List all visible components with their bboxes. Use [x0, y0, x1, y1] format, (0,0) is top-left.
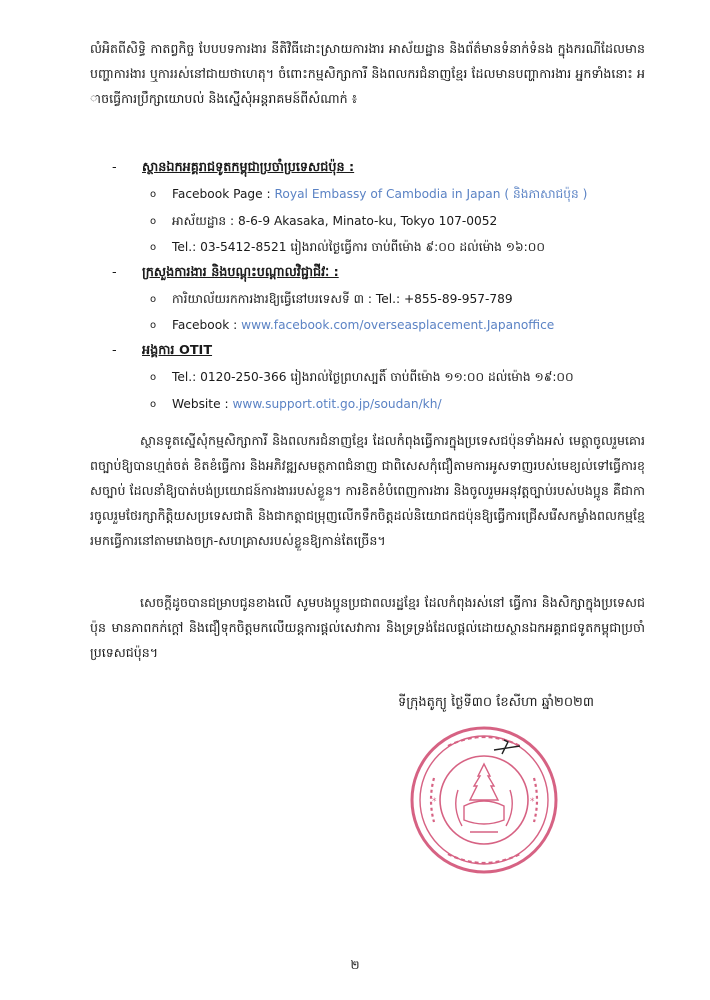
- contact-item-website: [150, 394, 442, 415]
- bullet-circle-icon: o: [150, 320, 157, 331]
- bullet-circle-icon: o: [150, 372, 157, 383]
- intro-paragraph: លំអិតពីសិទ្ធិ កាតព្វកិច្ច បែបបទការងារ នីតិវិធីដោះស្រាយការងារ អាស័យដ្ឋាន និងព័ត៌មានទំនាក់ទំនង ក្នុងករណីដែលមានបញ្ហាការងារ ឬការរស់នៅជាយថាហេតុ។ ចំពោះកម្មសិក្សាការី និងពលករជំនាញខ្មែរ ដែលមានបញ្ហាការងារ អ្នកទាំងនោះ អាចធ្វើការប្រឹក្សាយោបល់ និងស្នើសុំអន្តរាគមន៍ពីសំណាក់ ៖: [90, 41, 645, 106]
- closing-paragraph: សេចក្តីដូចបានជម្រាបជូនខាងលើ សូមបងប្អូនប្រជាពលរដ្ឋខ្មែរ ដែលកំពុងរស់នៅ ធ្វើការ និងសិក្សាក្នុងប្រទេសជប៉ុន មានភាពកក់ក្តៅ និងជឿទុកចិត្តមកលើយន្តការផ្តល់សេវាការ និងទ្រទ្រង់ដែលផ្តល់ដោយស្ថានឯកអគ្គរាជទូតកម្ពុជាប្រចាំប្រទេសជប៉ុន។: [90, 595, 645, 660]
- contact-label: Facebook Page :: [172, 187, 275, 201]
- section-title: ក្រសួងការងារ និងបណ្តុះបណ្តាលវិជ្ជាជីវៈ :: [142, 265, 339, 280]
- contact-label: Tel.:: [172, 240, 201, 254]
- contact-item-tel: [150, 237, 545, 258]
- svg-text:*: *: [432, 797, 437, 807]
- section-dash: -: [112, 265, 117, 280]
- contact-item-facebook: [150, 315, 554, 336]
- contact-item-address: [150, 211, 497, 232]
- website-link[interactable]: www.support.otit.go.jp/soudan/kh/: [232, 397, 442, 411]
- date-line: ទីក្រុងតូក្យូ ថ្ងៃទី៣០ ខែសីហា ឆ្នាំ២០២៣: [398, 695, 594, 710]
- contact-label: Tel.:: [172, 370, 201, 384]
- contact-item-office-tel: [150, 289, 513, 310]
- section-title: ស្ថានឯកអគ្គរាជទូតកម្ពុជាប្រចាំប្រទេសជប៉ុន :: [142, 160, 355, 175]
- section-ministry-heading: [112, 263, 339, 283]
- contact-label: ការិយាល័យរកការងារឱ្យធ្វើនៅបរទេសទី ៣ :: [172, 292, 376, 306]
- tel-value: 0120-250-366 រៀងរាល់ថ្ងៃព្រហស្បតិ៍ ចាប់ពីម៉ោង ១១:០០ ដល់ម៉ោង ១៩:០០: [200, 370, 574, 384]
- section-embassy-heading: [112, 158, 354, 178]
- embassy-seal-stamp: [404, 720, 564, 880]
- tel-value: Tel.: +855-89-957-789: [375, 292, 513, 306]
- address-value: 8-6-9 Akasaka, Minato-ku, Tokyo 107-0052: [238, 214, 498, 228]
- contact-label: Website :: [172, 397, 233, 411]
- tel-value: 03-5412-8521 រៀងរាល់ថ្ងៃធ្វើការ ចាប់ពីម៉ោង ៩:០០ ដល់ម៉ោង ១៦:០០: [200, 240, 545, 254]
- bullet-circle-icon: o: [150, 294, 157, 305]
- bullet-circle-icon: o: [150, 216, 157, 227]
- section-otit-heading: [112, 341, 212, 361]
- bullet-circle-icon: o: [150, 399, 157, 410]
- section-dash: -: [112, 343, 117, 358]
- svg-text:*: *: [530, 797, 535, 807]
- bullet-circle-icon: o: [150, 242, 157, 253]
- facebook-page-link[interactable]: Royal Embassy of Cambodia in Japan ( និងភាសាជប៉ុន ): [274, 187, 588, 201]
- contact-item-facebook-page: [150, 184, 587, 205]
- contact-item-otit-tel: [150, 367, 574, 388]
- contact-label: Facebook :: [172, 318, 242, 332]
- section-title: អង្គការ OTIT: [142, 343, 213, 358]
- advice-paragraph: ស្ថានទូតស្នើសុំកម្មសិក្សាការី និងពលករជំនាញខ្មែរ ដែលកំពុងធ្វើការក្នុងប្រទេសជប៉ុនទាំងអស់ មេត្តាចូលរួមគោរពច្បាប់ឱ្យបានហ្មត់ចត់ ខិតខំធ្វើការ និងអភិវឌ្ឍសមត្ថភាពជំនាញ ជាពិសេសកុំជឿតាមការអូសទាញរបស់មេខ្យល់ទៅធ្វើការខុសច្បាប់ ដែលនាំឱ្យបាត់បង់ប្រយោជន៍ការងាររបស់ខ្លួន។ ការខិតខំបំពេញការងារ និងចូលរួមអនុវត្តច្បាប់របស់បងប្អូន គឺជាការចូលរួមថែរក្សាកិត្តិយសប្រទេសជាតិ និងជាកត្តាជម្រុញលើកទឹកចិត្តដល់និយោជកជប៉ុនឱ្យធ្វើការជ្រើសរើសកម្លាំងពលកម្មខ្មែរមកធ្វើការនៅតាមរោងចក្រ-សហគ្រាសរបស់ខ្លួនឱ្យកាន់តែច្រើន។: [90, 433, 645, 548]
- section-dash: -: [112, 160, 117, 175]
- contact-label: អាស័យដ្ឋាន :: [172, 214, 239, 228]
- bullet-circle-icon: o: [150, 189, 157, 200]
- page-number: ២: [350, 958, 360, 972]
- facebook-link[interactable]: www.facebook.com/overseasplacement.Japanoffice: [241, 318, 555, 332]
